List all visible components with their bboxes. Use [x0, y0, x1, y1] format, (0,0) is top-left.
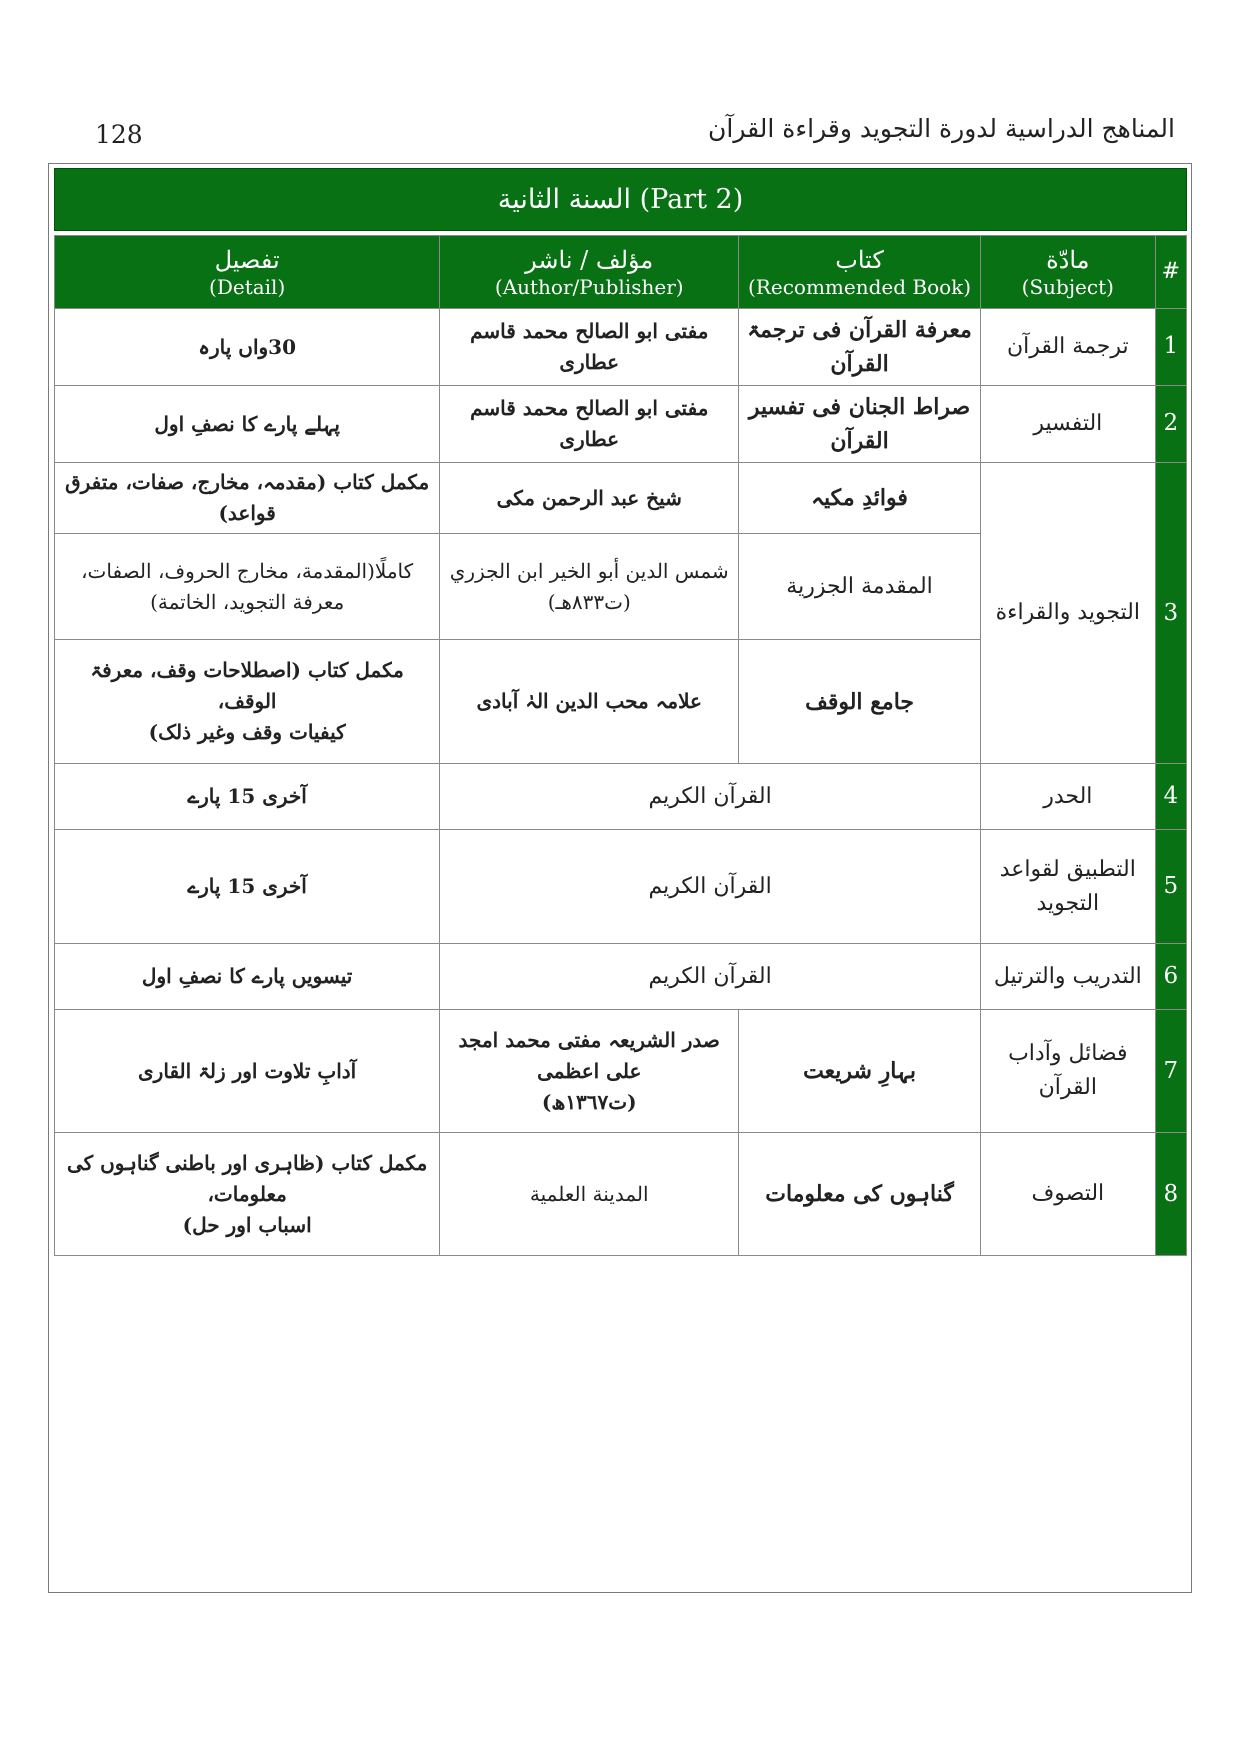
banner-arabic: السنة الثانية [497, 184, 632, 215]
header-num: # [1155, 236, 1186, 309]
header-author-en: (Author/Publisher) [494, 274, 684, 299]
table-row [55, 830, 1187, 944]
subject-cell: ترجمة القرآن [980, 309, 1155, 386]
table-row [55, 1010, 1187, 1133]
detail-line: مکمل کتاب (ظاہری اور باطنی گناہوں کی معلومات، [66, 1150, 428, 1206]
book-author-cell: القرآن الكريم [440, 944, 981, 1010]
detail-cell: آدابِ تلاوت اور زلۃ القاری [55, 1010, 440, 1133]
row-number: 3 [1155, 463, 1186, 764]
row-number: 4 [1155, 764, 1186, 830]
table-row [55, 944, 1187, 1010]
author-line: (ت١٣٦٧ھ) [541, 1089, 637, 1114]
row-number: 6 [1155, 944, 1186, 1010]
header-book-en: (Recommended Book) [748, 274, 972, 299]
subject-line: فضائل وآداب [1008, 1041, 1128, 1067]
subject-cell [980, 1010, 1155, 1133]
detail-line: كاملًا(المقدمة، مخارج الحروف، الصفات، [81, 558, 414, 583]
author-line: (ت٨٣٣هـ) [547, 589, 631, 614]
detail-line: مکمل کتاب (اصطلاحات وقف، معرفۃ الوقف، [90, 658, 404, 714]
book-cell: المقدمة الجزرية [739, 534, 981, 640]
book-cell: جامع الوقف [739, 640, 981, 764]
book-cell: صراط الجنان فی تفسیر القرآن [739, 386, 981, 463]
author-cell [440, 534, 739, 640]
table-row [55, 309, 1187, 386]
header-detail-en: (Detail) [209, 274, 286, 299]
row-number: 8 [1155, 1133, 1186, 1256]
page-number: 128 [95, 120, 143, 149]
subject-line: التجويد [1036, 890, 1100, 916]
detail-line: معرفة التجويد، الخاتمة) [150, 589, 345, 614]
header-subject [980, 236, 1155, 309]
header-detail [55, 236, 440, 309]
detail-cell: 30واں پارہ [55, 309, 440, 386]
subject-cell: التدريب والترتيل [980, 944, 1155, 1010]
running-head: المناهج الدراسية لدورة التجويد وقراءة القرآن [708, 114, 1175, 143]
detail-cell [55, 1133, 440, 1256]
author-cell [440, 1010, 739, 1133]
header-book [739, 236, 981, 309]
detail-cell: پہلے پارے کا نصفِ اول [55, 386, 440, 463]
detail-cell: آخری 15 پارے [55, 830, 440, 944]
row-number: 7 [1155, 1010, 1186, 1133]
author-line: شمس الدين أبو الخير ابن الجزري [449, 558, 729, 583]
author-cell: شیخ عبد الرحمن مکی [440, 463, 739, 534]
detail-cell: تیسویں پارے کا نصفِ اول [55, 944, 440, 1010]
book-author-cell: القرآن الكريم [440, 830, 981, 944]
row-number: 2 [1155, 386, 1186, 463]
header-subject-en: (Subject) [1021, 274, 1114, 299]
subject-cell: التصوف [980, 1133, 1155, 1256]
detail-cell [55, 640, 440, 764]
author-cell: مفتی ابو الصالح محمد قاسم عطاری [440, 309, 739, 386]
author-cell: المدينة العلمية [440, 1133, 739, 1256]
table-row [55, 463, 1187, 534]
subject-line: التطبيق لقواعد [999, 856, 1136, 882]
header-author [440, 236, 739, 309]
row-number: 1 [1155, 309, 1186, 386]
table-row [55, 1133, 1187, 1256]
detail-line: اسباب اور حل) [182, 1212, 312, 1237]
header-author-ar: مؤلف / ناشر [525, 245, 654, 274]
detail-line: کیفیات وقف وغیر ذلک) [148, 720, 346, 745]
subject-cell [980, 830, 1155, 944]
header-row [55, 236, 1187, 309]
author-cell: مفتی ابو الصالح محمد قاسم عطاری [440, 386, 739, 463]
detail-cell: مکمل کتاب (مقدمہ، مخارج، صفات، متفرق قواعد) [55, 463, 440, 534]
book-cell: معرفة القرآن فی ترجمۃ القرآن [739, 309, 981, 386]
row-number: 5 [1155, 830, 1186, 944]
table-row [55, 764, 1187, 830]
syllabus-table [54, 235, 1187, 1256]
header-detail-ar: تفصيل [214, 245, 280, 274]
banner-english: (Part 2) [639, 184, 744, 215]
book-cell: گناہوں کی معلومات [739, 1133, 981, 1256]
detail-cell: آخری 15 پارے [55, 764, 440, 830]
author-cell: علامہ محب الدین الہٰ آبادی [440, 640, 739, 764]
book-author-cell: القرآن الكريم [440, 764, 981, 830]
subject-line: القرآن [1038, 1075, 1097, 1101]
subject-cell: التفسير [980, 386, 1155, 463]
book-cell: فوائدِ مکیہ [739, 463, 981, 534]
book-cell: بہارِ شریعت [739, 1010, 981, 1133]
year-banner [54, 168, 1187, 231]
detail-cell [55, 534, 440, 640]
header-subject-ar: مادّة [1046, 245, 1090, 274]
table-row [55, 386, 1187, 463]
subject-cell: الحدر [980, 764, 1155, 830]
author-line: صدر الشریعہ مفتی محمد امجد علی اعظمی [458, 1027, 720, 1083]
header-book-ar: كتاب [835, 245, 884, 274]
subject-cell: التجويد والقراءة [980, 463, 1155, 764]
